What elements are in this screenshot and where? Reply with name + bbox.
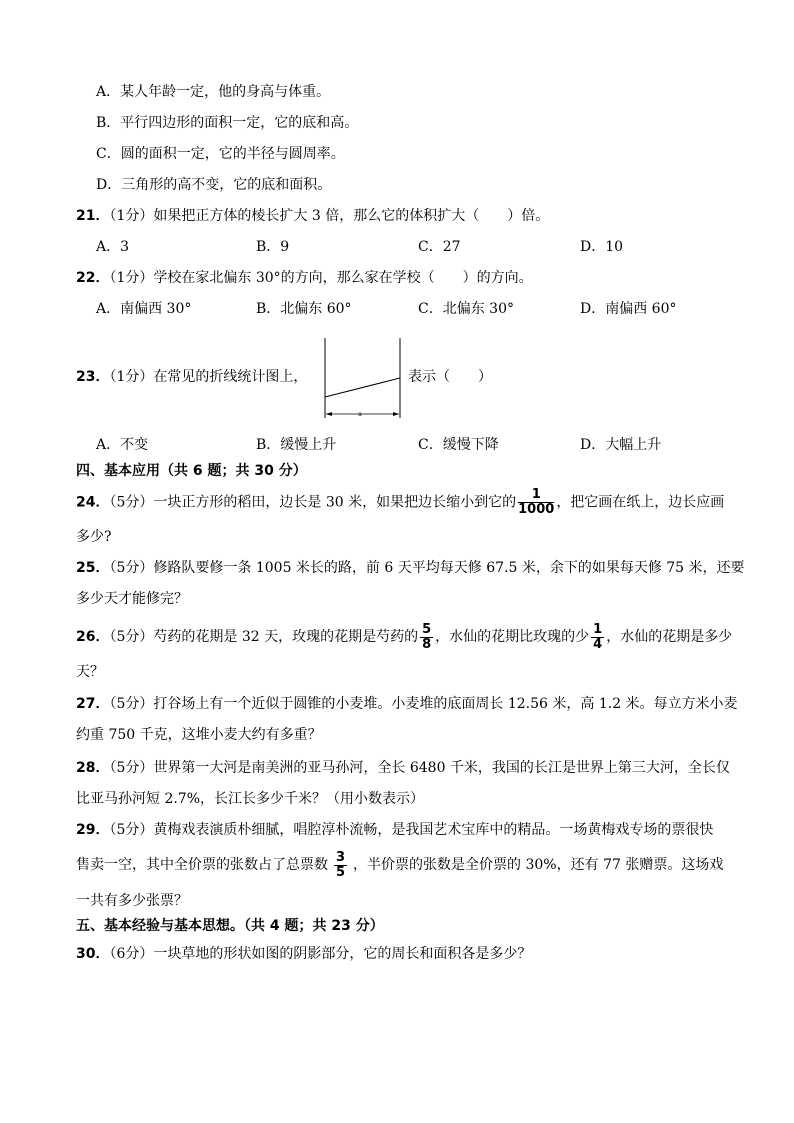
q21-option-a: A．3	[96, 239, 130, 255]
question-26-line2: 天？	[76, 664, 104, 680]
fraction	[591, 623, 604, 652]
question-text: ，半价票的张数是全价票的 30%，还有 77 张赠票。这场戏	[353, 857, 724, 873]
figure-arrow-right	[393, 412, 399, 416]
question-text: 如果把正方体的棱长扩大 3 倍，那么它的体积扩大（ ）倍。	[153, 208, 550, 224]
question-score: （1分）	[109, 369, 154, 385]
question-number: 25．	[76, 560, 110, 576]
question-number: 24．	[76, 494, 110, 511]
q22-option-b: B．北偏东 60°	[256, 301, 352, 317]
question-24-line2: 多少?	[76, 529, 112, 545]
q23-option-d: D．大幅上升	[580, 437, 662, 453]
q22-option-d: D．南偏西 60°	[580, 301, 677, 317]
question-number: 22．	[76, 270, 110, 286]
question-score: （5分）	[109, 629, 154, 645]
q20-option-c: C．圆的面积一定，它的半径与圆周率。	[96, 146, 345, 162]
question-number: 26．	[76, 629, 110, 645]
section-5-title: 五、基本经验与基本思想。（共 4 题；共 23 分）	[76, 918, 384, 934]
question-text: 芍药的花期是 32 天，玫瑰的花期是芍药的	[153, 629, 419, 645]
fraction-denominator: 4	[593, 636, 603, 652]
question-score: （1分）	[109, 208, 154, 224]
question-26-line1	[76, 621, 732, 653]
question-text: 一块正方形的稻田，边长是 30 米，如果把边长缩小到它的	[153, 494, 517, 511]
question-27-line2: 约重 750 千克，这堆小麦大约有多重？	[76, 727, 322, 743]
question-score: （5分）	[109, 696, 154, 712]
figure-arrow-left	[326, 412, 332, 416]
figure-slope-line	[325, 378, 400, 397]
question-30	[76, 944, 531, 964]
question-text: 黄梅戏表演质朴细腻，唱腔淳朴流畅，是我国艺术宝库中的精品。一场黄梅戏专场的票很快	[153, 822, 714, 838]
question-27-line1	[76, 694, 738, 714]
fraction-numerator: 1	[518, 488, 554, 503]
fraction-numerator: 3	[336, 849, 346, 865]
question-text-before: 在常见的折线统计图上，	[153, 369, 308, 385]
question-score: （5分）	[109, 822, 154, 838]
q23-option-b: B．缓慢上升	[256, 437, 337, 453]
question-number: 29．	[76, 822, 110, 838]
question-25-line2: 多少天才能修完？	[76, 591, 188, 607]
question-score: （5分）	[109, 560, 154, 576]
fraction-denominator: 5	[336, 864, 346, 880]
question-28-line2: 比亚马孙河短 2.7%，长江长多少千米？（用小数表示）	[76, 791, 425, 807]
question-score: （6分）	[109, 946, 154, 962]
question-text: 打谷场上有一个近似于圆锥的小麦堆。小麦堆的底面周长 12.56 米，高 1.2 米。每立方米小麦	[153, 696, 738, 712]
fraction-denominator: 1000	[518, 502, 555, 517]
q20-option-a: A．某人年龄一定，他的身高与体重。	[96, 84, 331, 100]
question-23-after: 表示（ ）	[408, 369, 492, 385]
question-25-line1	[76, 558, 745, 578]
q23-option-c: C．缓慢下降	[418, 437, 499, 453]
question-21	[76, 206, 549, 226]
q23-option-a: A．不变	[96, 437, 149, 453]
section-4-title: 四、基本应用（共 6 题；共 30 分）	[76, 463, 307, 479]
question-text: ，水仙的花期比玫瑰的少	[435, 629, 590, 645]
question-text: 学校在家北偏东 30°的方向，那么家在学校（ ）的方向。	[153, 270, 533, 286]
fraction	[518, 488, 554, 517]
q20-option-b: B．平行四边形的面积一定，它的底和高。	[96, 115, 359, 131]
question-text: 世界第一大河是南美洲的亚马孙河，全长 6480 千米，我国的长江是世界上第三大河，全长仅	[153, 760, 730, 776]
fraction-denominator: 8	[422, 636, 432, 652]
q21-option-b: B．9	[256, 239, 290, 255]
question-number: 28．	[76, 760, 110, 776]
fraction	[420, 623, 433, 652]
question-text: 修路队要修一条 1005 米长的路，前 6 天平均每天修 67.5 米，余下的如果每天修 75 米，还要	[153, 560, 745, 576]
question-29-line1	[76, 820, 713, 840]
question-number: 30．	[76, 946, 110, 962]
fraction-numerator: 5	[422, 621, 432, 637]
q20-option-d: D．三角形的高不变，它的底和面积。	[96, 177, 332, 193]
question-number: 23．	[76, 369, 110, 385]
question-text: 一块草地的形状如图的阴影部分，它的周长和面积各是多少？	[153, 946, 532, 962]
question-29-line3: 一共有多少张票？	[76, 893, 188, 909]
q22-option-a: A．南偏西 30°	[96, 301, 192, 317]
q21-option-d: D．10	[580, 239, 624, 255]
question-score: （5分）	[109, 760, 154, 776]
question-23	[76, 367, 307, 387]
line-chart-segment-figure	[320, 336, 410, 428]
question-text: ，水仙的花期是多少	[606, 629, 733, 645]
question-text-after: ，把它画在纸上，边长应画	[556, 494, 725, 511]
fraction	[334, 851, 347, 880]
fraction-numerator: 1	[593, 621, 603, 637]
question-score: （1分）	[109, 270, 154, 286]
question-text: 售卖一空，其中全价票的张数占了总票数	[76, 857, 328, 873]
question-score: （5分）	[109, 494, 154, 511]
question-29-line2	[76, 848, 723, 882]
q22-option-c: C．北偏东 30°	[418, 301, 514, 317]
question-22	[76, 268, 533, 288]
question-number: 21．	[76, 208, 110, 224]
question-28-line1	[76, 758, 730, 778]
question-24-line1	[76, 488, 724, 517]
figure-label: a	[358, 411, 362, 418]
question-number: 27．	[76, 696, 110, 712]
q21-option-c: C．27	[418, 239, 461, 255]
